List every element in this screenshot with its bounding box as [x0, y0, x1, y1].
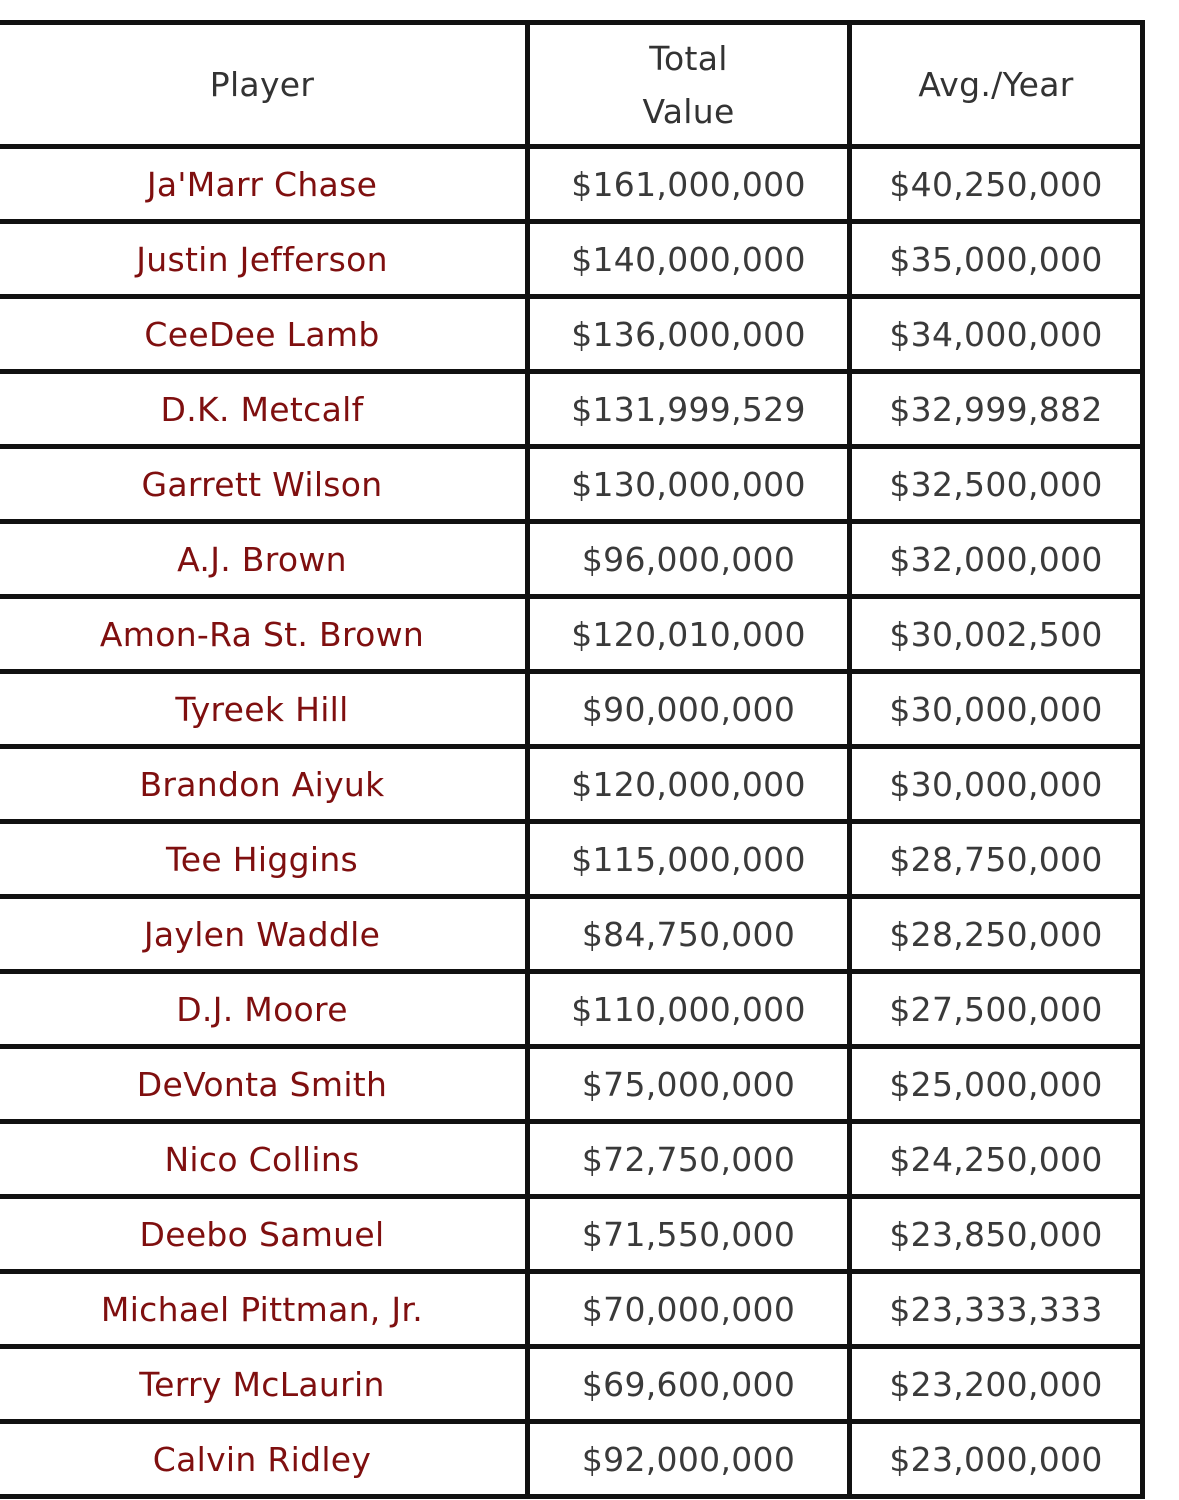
header-avg-per-year: Avg./Year — [850, 23, 1143, 147]
total-value-cell: $131,999,529 — [528, 372, 850, 447]
total-value-cell: $130,000,000 — [528, 447, 850, 522]
total-value-cell: $71,550,000 — [528, 1197, 850, 1272]
total-value-cell: $70,000,000 — [528, 1272, 850, 1347]
avg-per-year-cell: $30,002,500 — [850, 597, 1143, 672]
total-value-cell: $120,000,000 — [528, 747, 850, 822]
total-value-cell: $72,750,000 — [528, 1122, 850, 1197]
avg-per-year-cell: $24,250,000 — [850, 1122, 1143, 1197]
player-name-link[interactable]: D.J. Moore — [0, 972, 528, 1047]
avg-per-year-cell: $34,000,000 — [850, 297, 1143, 372]
avg-per-year-cell: $23,200,000 — [850, 1347, 1143, 1422]
player-name-link[interactable]: A.J. Brown — [0, 522, 528, 597]
player-name-link[interactable]: Ja'Marr Chase — [0, 147, 528, 222]
total-value-cell: $69,600,000 — [528, 1347, 850, 1422]
total-value-cell: $115,000,000 — [528, 822, 850, 897]
table-row — [0, 222, 1143, 297]
player-name-link[interactable]: Deebo Samuel — [0, 1197, 528, 1272]
player-name-link[interactable]: Justin Jefferson — [0, 222, 528, 297]
player-name-link[interactable]: D.K. Metcalf — [0, 372, 528, 447]
player-name-link[interactable]: Terry McLaurin — [0, 1347, 528, 1422]
header-total-value — [528, 23, 850, 147]
total-value-cell: $136,000,000 — [528, 297, 850, 372]
player-name-link[interactable]: DeVonta Smith — [0, 1047, 528, 1122]
avg-per-year-cell: $23,850,000 — [850, 1197, 1143, 1272]
header-row — [0, 23, 1143, 147]
header-total-value-line2: Value — [642, 91, 735, 131]
avg-per-year-cell: $30,000,000 — [850, 747, 1143, 822]
avg-per-year-cell: $35,000,000 — [850, 222, 1143, 297]
total-value-cell: $161,000,000 — [528, 147, 850, 222]
contracts-table-container — [0, 20, 1145, 1499]
player-name-link[interactable]: Brandon Aiyuk — [0, 747, 528, 822]
avg-per-year-cell: $25,000,000 — [850, 1047, 1143, 1122]
avg-per-year-cell: $23,000,000 — [850, 1422, 1143, 1497]
avg-per-year-cell: $30,000,000 — [850, 672, 1143, 747]
total-value-cell: $140,000,000 — [528, 222, 850, 297]
total-value-cell: $120,010,000 — [528, 597, 850, 672]
table-row — [0, 372, 1143, 447]
table-row — [0, 1047, 1143, 1122]
avg-per-year-cell: $28,250,000 — [850, 897, 1143, 972]
total-value-cell: $92,000,000 — [528, 1422, 850, 1497]
table-row — [0, 672, 1143, 747]
table-row — [0, 747, 1143, 822]
table-row — [0, 1347, 1143, 1422]
table-row — [0, 147, 1143, 222]
table-row — [0, 1122, 1143, 1197]
total-value-cell: $110,000,000 — [528, 972, 850, 1047]
player-name-link[interactable]: Amon-Ra St. Brown — [0, 597, 528, 672]
total-value-cell: $75,000,000 — [528, 1047, 850, 1122]
player-name-link[interactable]: CeeDee Lamb — [0, 297, 528, 372]
player-name-link[interactable]: Michael Pittman, Jr. — [0, 1272, 528, 1347]
player-name-link[interactable]: Calvin Ridley — [0, 1422, 528, 1497]
avg-per-year-cell: $23,333,333 — [850, 1272, 1143, 1347]
avg-per-year-cell: $32,500,000 — [850, 447, 1143, 522]
avg-per-year-cell: $28,750,000 — [850, 822, 1143, 897]
table-row — [0, 522, 1143, 597]
total-value-cell: $90,000,000 — [528, 672, 850, 747]
table-header — [0, 23, 1143, 147]
player-name-link[interactable]: Jaylen Waddle — [0, 897, 528, 972]
table-row — [0, 897, 1143, 972]
total-value-cell: $84,750,000 — [528, 897, 850, 972]
player-name-link[interactable]: Garrett Wilson — [0, 447, 528, 522]
header-player: Player — [0, 23, 528, 147]
player-name-link[interactable]: Tyreek Hill — [0, 672, 528, 747]
table-row — [0, 822, 1143, 897]
header-total-value-line1: Total — [649, 38, 728, 78]
avg-per-year-cell: $40,250,000 — [850, 147, 1143, 222]
table-row — [0, 972, 1143, 1047]
total-value-cell: $96,000,000 — [528, 522, 850, 597]
player-name-link[interactable]: Tee Higgins — [0, 822, 528, 897]
avg-per-year-cell: $27,500,000 — [850, 972, 1143, 1047]
table-row — [0, 1197, 1143, 1272]
avg-per-year-cell: $32,999,882 — [850, 372, 1143, 447]
wr-contracts-table — [0, 20, 1145, 1499]
table-row — [0, 1422, 1143, 1497]
table-row — [0, 597, 1143, 672]
table-body — [0, 147, 1143, 1497]
table-row — [0, 1272, 1143, 1347]
avg-per-year-cell: $32,000,000 — [850, 522, 1143, 597]
table-row — [0, 447, 1143, 522]
table-row — [0, 297, 1143, 372]
player-name-link[interactable]: Nico Collins — [0, 1122, 528, 1197]
